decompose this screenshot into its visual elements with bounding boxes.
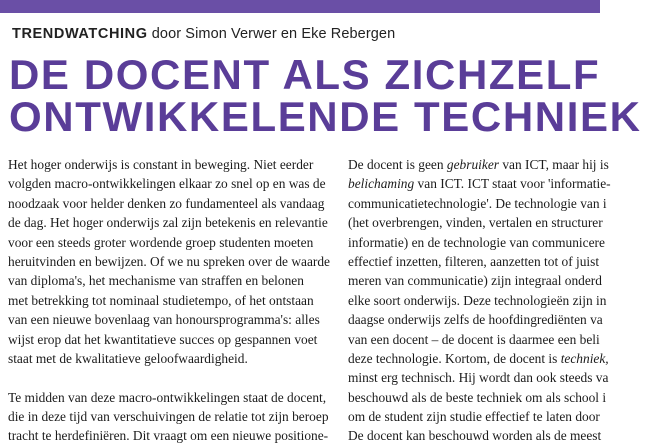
emphasis-belichaming: belichaming — [348, 176, 415, 192]
text-line: om de student zijn studie effectief te laten door — [348, 409, 600, 425]
text-line: De docent kan beschouwd worden als de meest — [348, 428, 602, 444]
text-line: daagse onderwijs zelfs de hoofdingrediënten va — [348, 312, 603, 328]
text-line: Te midden van deze macro-ontwikkelingen staat de docent, — [8, 389, 327, 405]
text-run: deze technologie. Kortom, de docent is — [348, 350, 561, 366]
text-line: beschouwd als de beste techniek om als school i — [348, 389, 607, 405]
article-kicker — [12, 26, 395, 42]
right-column — [348, 155, 611, 446]
article-title — [9, 51, 649, 140]
text-line: meren van communicatie) zijn integraal onderd — [348, 273, 602, 289]
text-line: elke soort onderwijs. Deze technologieën zijn in — [348, 292, 607, 308]
emphasis-gebruiker: gebruiker — [446, 157, 499, 172]
text-line: heruitvinden en bewijzen. Of we nu spreken over de waarde — [8, 253, 330, 269]
text-run: van ICT, maar hij is — [498, 157, 609, 172]
text-line: van een docent – de docent is daarmee een beli — [348, 331, 600, 347]
paragraph-gap — [8, 368, 338, 387]
text-line: Het hoger onderwijs is constant in beweging. Niet eerder — [8, 157, 314, 172]
section-label: TRENDWATCHING — [12, 26, 148, 42]
text-line: van een nieuwe bovenlaag van honoursprogramma's: alles — [8, 312, 320, 328]
text-run: De docent is geen — [348, 157, 447, 172]
title-line-2: ONTWIKKELENDE TECHNIEK — [9, 93, 642, 140]
text-line: van diploma's, het mechanisme van straffen en belonen — [8, 273, 304, 289]
text-line: tracht te herdefiniëren. Dit vraagt om een nieuwe positione- — [8, 428, 329, 444]
text-line: effectief inzetten, filteren, aanzetten tot of juist — [348, 253, 600, 269]
title-line-1: DE DOCENT ALS ZICHZELF — [9, 51, 601, 98]
text-line: wijst erop dat het kwantitatieve succes op gespannen voet — [8, 331, 318, 347]
text-line: voor een steeds groter wordende groep studenten moeten — [8, 234, 314, 250]
text-line: staat met de kwalitatieve geloofwaardigheid. — [8, 350, 248, 366]
left-column — [8, 155, 338, 446]
text-line: volgden macro-ontwikkelingen elkaar zo snel op en was de — [8, 176, 326, 192]
text-line: communicatietechnologie'. De technologie van i — [348, 195, 607, 211]
text-run: van ICT. ICT staat voor 'informatie- — [414, 176, 611, 192]
text-line: de dag. Het hoger onderwijs zal zijn betekenis en relevantie — [8, 215, 328, 231]
emphasis-techniek: techniek, — [560, 350, 609, 366]
text-line: informatie) en de technologie van communicere — [348, 234, 605, 250]
text-line — [348, 155, 608, 174]
top-color-bar — [0, 0, 600, 13]
text-line — [348, 174, 611, 193]
text-line: met betrekking tot nominaal studietempo, of het ontstaan — [8, 292, 314, 308]
text-line: minst erg technisch. Hij wordt dan ook steeds va — [348, 370, 609, 386]
text-line: die in deze tijd van verschuivingen de relatie tot zijn beroep — [8, 409, 329, 425]
text-line: (het overbrengen, vinden, vertalen en structurer — [348, 215, 603, 231]
byline: door Simon Verwer en Eke Rebergen — [151, 26, 396, 42]
text-line — [348, 349, 608, 368]
text-line: noodzaak voor helder denken zo fundamenteel als vandaag — [8, 195, 325, 211]
